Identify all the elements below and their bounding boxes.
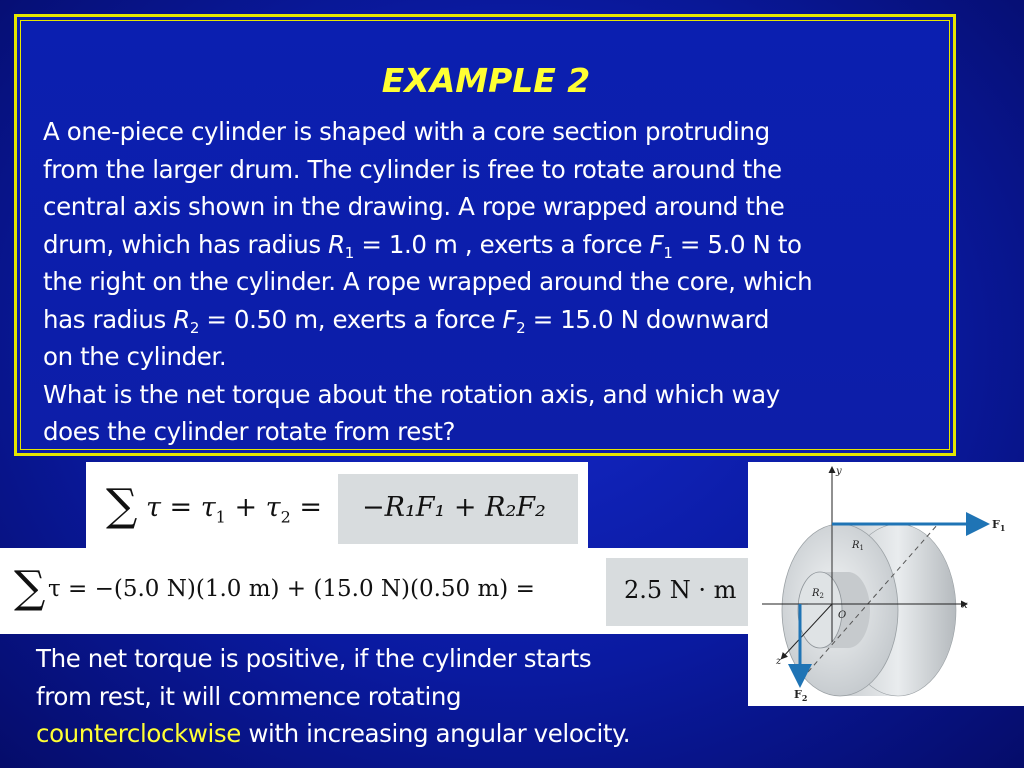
problem-line: on the cylinder. — [43, 342, 227, 371]
conclusion-line: The net torque is positive, if the cylinder starts — [36, 644, 592, 673]
question-line: does the cylinder rotate from rest? — [43, 417, 456, 446]
f2-label: $F_2$ — [794, 688, 808, 703]
conclusion-text — [36, 640, 756, 753]
core-face — [798, 572, 842, 648]
problem-line: drum, which has radius $R_1 = 1.0$ m , exerts a force $F_1 = 5.0$ N to — [43, 229, 802, 262]
x-axis-label: x — [962, 600, 968, 611]
problem-statement — [43, 113, 948, 451]
y-axis-label: y — [836, 466, 842, 477]
z-axis-label: z — [776, 656, 782, 667]
r1-label: $R_1$ — [852, 540, 864, 552]
problem-line: A one-piece cylinder is shaped with a core section protruding — [43, 117, 770, 146]
torque-equation-numeric — [0, 548, 760, 634]
question-line: What is the net torque about the rotation axis, and which way — [43, 379, 780, 409]
r2-label: $R_2$ — [812, 588, 824, 600]
problem-line: has radius $R_2 = 0.50$ m, exerts a force $F_2 = 15.0$ N downward — [43, 304, 770, 337]
problem-box — [14, 14, 956, 456]
torque-equation-symbolic — [86, 462, 588, 548]
f1-label: $F_1$ — [992, 518, 1006, 533]
equation1-rhs: −R₁F₁ + R₂F₂ — [362, 492, 546, 523]
equation2-result: 2.5 N · m — [624, 576, 737, 604]
equation2-lhs: τ = −(5.0 N)(1.0 m) + (15.0 N)(0.50 m) = — [48, 576, 535, 602]
problem-line: from the larger drum. The cylinder is free to rotate around the — [43, 154, 782, 184]
problem-line: the right on the cylinder. A rope wrapped around the core, which — [43, 267, 813, 296]
slide-title: EXAMPLE 2 — [381, 61, 591, 100]
conclusion-line: counterclockwise with increasing angular velocity. — [36, 719, 631, 748]
cylinder-diagram — [748, 462, 1024, 706]
sum-symbol: ∑ — [106, 480, 138, 531]
problem-line: central axis shown in the drawing. A rope wrapped around the — [43, 192, 785, 221]
highlighted-word: counterclockwise — [36, 719, 241, 748]
sum-symbol: ∑ — [14, 562, 46, 613]
cylinder-figure — [748, 462, 1024, 706]
conclusion-line: from rest, it will commence rotating — [36, 681, 462, 711]
origin-label: O — [838, 610, 847, 621]
equation1-lhs: $\tau = \tau_1 + \tau_2$ = — [146, 492, 322, 527]
